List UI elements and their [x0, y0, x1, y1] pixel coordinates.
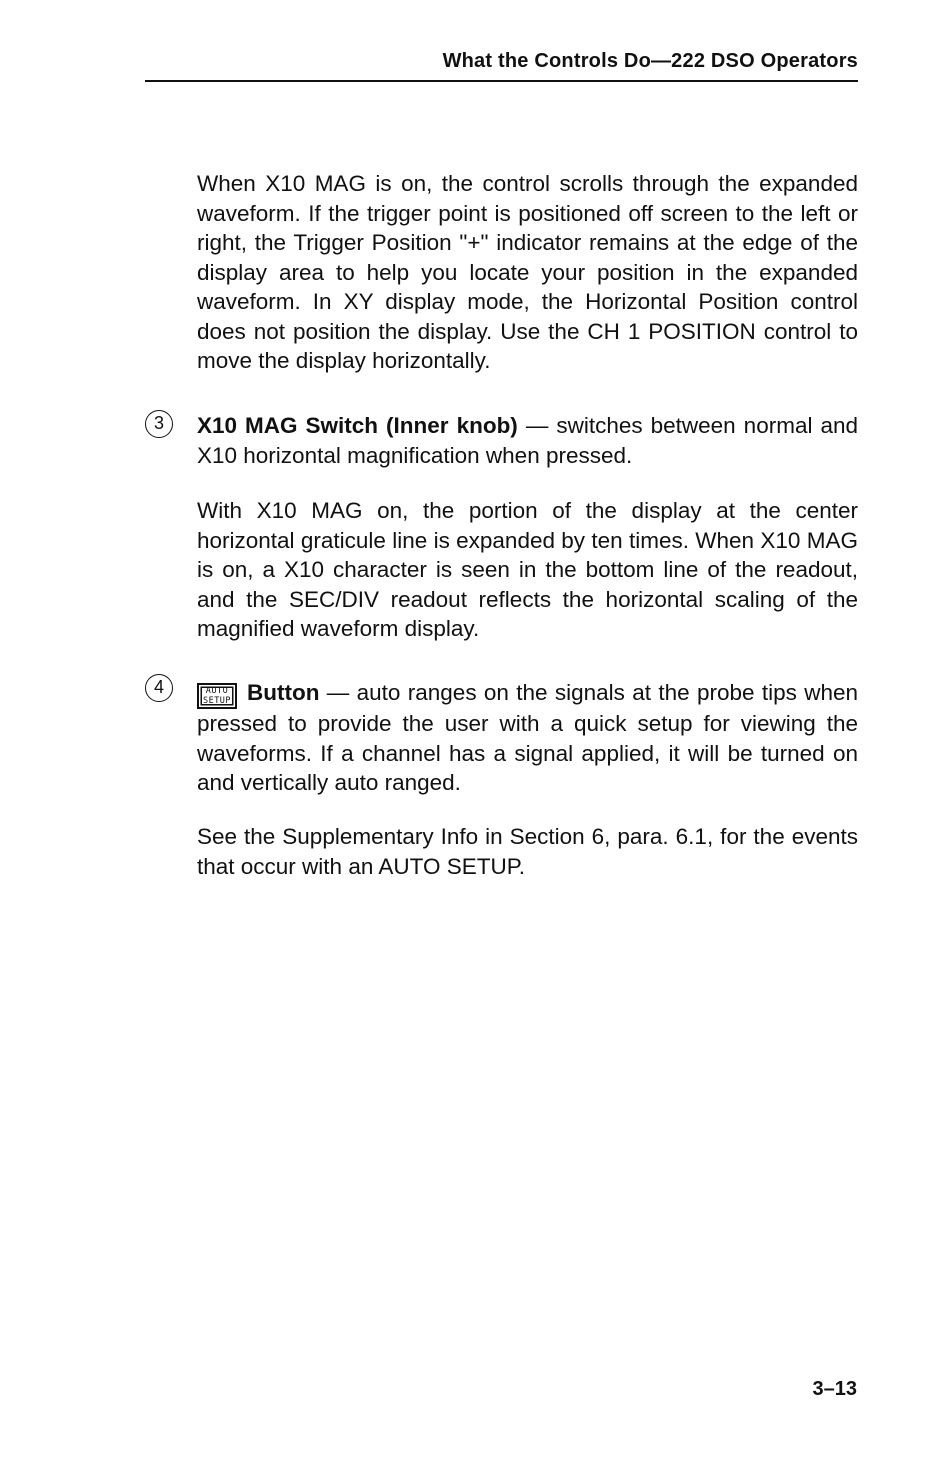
item-3-detail: With X10 MAG on, the portion of the display at the center horizontal graticule line is expanded by ten times. When X10 MAG is on, a X10 character is seen in the bottom line of the readout, and the SEC/DIV readout reflects the horizontal scaling of the magnified waveform display.: [197, 498, 858, 641]
callout-number-4: 4: [145, 674, 173, 702]
auto-setup-icon-line1: AUTO: [205, 686, 229, 696]
auto-setup-button-icon: [197, 683, 237, 709]
item-4-text: — auto ranges on the signals at the probe tips when pressed to provide the user with a quick setup for viewing the waveforms. If a channel has a signal applied, it will be turned on and vertically auto ranged.: [197, 680, 858, 795]
intro-paragraph: When X10 MAG is on, the control scrolls through the expanded waveform. If the trigger point is positioned off screen to the left or right, the Trigger Position "+" indicator remains at the edge of the display area to help you locate your position in the expanded waveform. In XY display mode, the Horizontal Position control does not position the display. Use the CH 1 POSITION control to move the display horizontally.: [197, 171, 858, 373]
header-rule: [145, 80, 858, 82]
running-header: What the Controls Do—222 DSO Operators: [442, 50, 858, 72]
page-number: 3–13: [812, 1378, 857, 1400]
auto-setup-icon-line2: SETUP: [202, 696, 232, 706]
item-4-detail: See the Supplementary Info in Section 6, para. 6.1, for the events that occur with an AUTO SETUP.: [197, 824, 858, 879]
item-3-title: X10 MAG Switch (Inner knob): [197, 413, 518, 438]
item-4-description: [197, 678, 858, 798]
callout-number-3: 3: [145, 410, 173, 438]
item-3-description: [197, 411, 858, 470]
item-4-title: Button: [247, 680, 320, 705]
item-3-text: — switches between normal and X10 horizontal magnification when pressed.: [197, 413, 859, 468]
